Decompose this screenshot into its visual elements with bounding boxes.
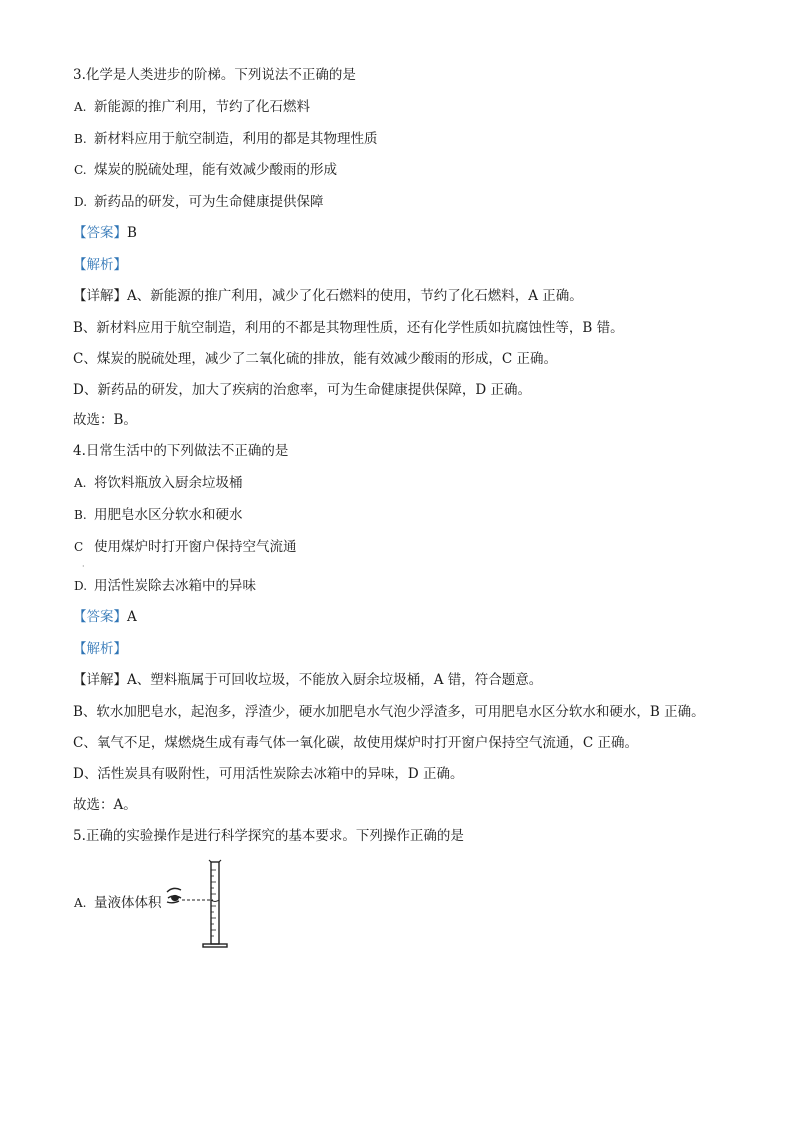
q3-stem: 3.化学是人类进步的阶梯。下列说法不正确的是 (73, 67, 356, 83)
option-letter: A. (74, 896, 87, 910)
answer-value: B (127, 225, 137, 241)
eye-icon (167, 888, 181, 902)
analysis-label: 【解析】 (73, 257, 127, 273)
option-letter: D. (74, 195, 88, 209)
q4-analysis-label (73, 640, 127, 658)
option-text: 新药品的研发，可为生命健康提供保障 (94, 194, 324, 210)
q4-detail-4: D、活性炭具有吸附性，可用活性炭除去冰箱中的异味，D 正确。 (73, 766, 464, 782)
q3-option-a (74, 98, 310, 116)
option-text: 将饮料瓶放入厨余垃圾桶 (94, 475, 243, 491)
detail-text: A、塑料瓶属于可回收垃圾，不能放入厨余垃圾桶，A 错，符合题意。 (127, 672, 543, 688)
q4-option-d (74, 577, 256, 595)
q3-analysis-label (73, 256, 127, 274)
q4-detail-3: C、氧气不足，煤燃烧生成有毒气体一氧化碳，故使用煤炉时打开窗户保持空气流通，C 正确。 (73, 735, 638, 751)
option-letter: D. (74, 579, 88, 593)
q3-detail-2: B、新材料应用于航空制造，利用的不都是其物理性质，还有化学性质如抗腐蚀性等，B 错。 (73, 320, 624, 336)
option-letter: B. (74, 132, 87, 146)
q3-detail-3: C、煤炭的脱硫处理，减少了二氧化硫的排放，能有效减少酸雨的形成，C 正确。 (73, 351, 557, 367)
option-text: 使用煤炉时打开窗户保持空气流通 (94, 539, 297, 555)
stray-dot: · (82, 562, 85, 571)
answer-value: A (127, 609, 137, 625)
q3-detail-4: D、新药品的研发，加大了疾病的治愈率，可为生命健康提供保障，D 正确。 (73, 382, 531, 398)
q3-answer (73, 224, 137, 242)
q4-conclusion: 故选：A。 (73, 797, 137, 813)
q4-detail-2: B、软水加肥皂水，起泡多，浮渣少，硬水加肥皂水气泡少浮渣多，可用肥皂水区分软水和硬水，B 正确。 (73, 704, 705, 720)
analysis-label: 【解析】 (73, 641, 127, 657)
q5-stem: 5.正确的实验操作是进行科学探究的基本要求。下列操作正确的是 (73, 828, 464, 844)
answer-label: 【答案】 (73, 609, 127, 625)
detail-label: 【详解】 (73, 672, 127, 688)
q3-option-b (74, 130, 378, 148)
q4-answer (73, 608, 137, 626)
option-text: 用肥皂水区分软水和硬水 (94, 507, 243, 523)
option-letter: B. (74, 508, 87, 522)
graduated-cylinder-illustration (163, 858, 243, 950)
q3-conclusion: 故选：B。 (73, 412, 137, 428)
option-text: 量液体体积 (94, 895, 162, 911)
q4-option-a (74, 474, 243, 492)
q3-option-c (74, 161, 337, 179)
option-text: 新能源的推广利用，节约了化石燃料 (94, 99, 310, 115)
option-letter: C. (74, 163, 87, 177)
option-letter: A. (74, 100, 87, 114)
detail-text: A、新能源的推广利用，减少了化石燃料的使用，节约了化石燃料，A 正确。 (127, 288, 583, 304)
answer-label: 【答案】 (73, 225, 127, 241)
q4-option-b (74, 506, 243, 524)
detail-label: 【详解】 (73, 288, 127, 304)
q5-option-a (74, 894, 162, 912)
option-text: 煤炭的脱硫处理，能有效减少酸雨的形成 (94, 162, 337, 178)
option-letter: A. (74, 476, 87, 490)
option-letter: C (74, 540, 84, 554)
q4-stem: 4.日常生活中的下列做法不正确的是 (73, 443, 289, 459)
option-text: 用活性炭除去冰箱中的异味 (94, 578, 256, 594)
q4-option-c (74, 538, 297, 556)
q3-detail-1 (73, 287, 583, 305)
q4-detail-1 (73, 671, 542, 689)
option-text: 新材料应用于航空制造，利用的都是其物理性质 (94, 131, 378, 147)
q3-option-d (74, 193, 324, 211)
